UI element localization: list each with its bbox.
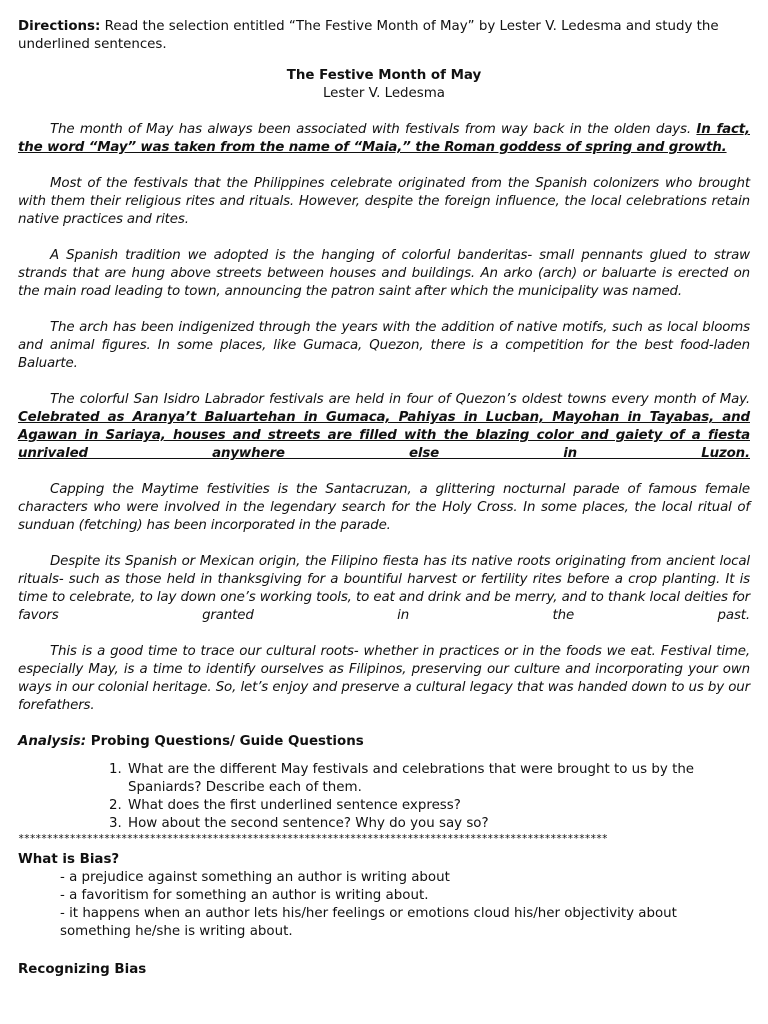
underlined-sentence-1: In fact, the word “May” was taken from the name of “Maia,” the Roman goddess of spring and growth. — [18, 122, 750, 155]
paragraph-1-text: The month of May has always been associated with festivals from way back in the olden days. — [50, 122, 697, 137]
directions-text: Read the selection entitled “The Festive Month of May” by Lester V. Ledesma and study the underlined sentences. — [18, 19, 719, 52]
bias-heading: What is Bias? — [18, 852, 120, 867]
paragraph-1 — [18, 121, 750, 157]
directions-label: Directions: — [18, 19, 101, 34]
guide-questions-list — [18, 761, 750, 833]
bias-definition-list — [18, 869, 750, 941]
guide-question: 1. What are the different May festivals and celebrations that were brought to us by the Spaniards? Describe each of them. — [126, 761, 720, 797]
paragraph-6: Capping the Maytime festivities is the Santacruzan, a glittering nocturnal parade of famous female characters who were involved in the legendary search for the Holy Cross. In some places, the local ritual of sunduan (fetching) has been incorporated in the parade. — [18, 482, 750, 533]
paragraph-7: Despite its Spanish or Mexican origin, the Filipino fiesta has its native roots originating from ancient local rituals- such as those held in thanksgiving for a bountiful harvest or fertility rites before a crop planting. It is time to celebrate, to lay down one’s working tools, to eat and drink and be merry, and to thank local deities for favors granted in the past. — [18, 554, 750, 623]
guide-question: 3. How about the second sentence? Why do you say so? — [126, 815, 720, 833]
separator-line: ******************************************************************************************************* — [18, 833, 608, 845]
guide-question: 2. What does the first underlined sentence express? — [126, 797, 720, 815]
bias-definition: - a favoritism for something an author is writing about. — [60, 888, 429, 903]
paragraph-4: The arch has been indigenized through the years with the addition of native motifs, such as local blooms and animal figures. In some places, like Gumaca, Quezon, there is a competition for the best food-laden Baluarte. — [18, 320, 750, 371]
bias-definition: - it happens when an author lets his/her feelings or emotions cloud his/her objectivity about something he/she is writing about. — [60, 906, 677, 939]
analysis-label: Analysis: — [18, 734, 87, 749]
selection-title: The Festive Month of May — [286, 68, 482, 83]
directions — [18, 18, 750, 54]
bias-definition: - a prejudice against something an author is writing about — [60, 870, 450, 885]
recognizing-bias-heading: Recognizing Bias — [18, 962, 147, 977]
paragraph-2: Most of the festivals that the Philippines celebrate originated from the Spanish colonizers who brought with them their religious rites and rituals. However, despite the foreign influence, the local celebrations retain native practices and rites. — [18, 176, 750, 227]
analysis-title: Probing Questions/ Guide Questions — [86, 734, 364, 749]
analysis-heading — [18, 733, 750, 751]
paragraph-3: A Spanish tradition we adopted is the hanging of colorful banderitas- small pennants glued to straw strands that are hung above streets between houses and buildings. An arko (arch) or baluarte is erected on the main road leading to town, announcing the patron saint after which the municipality was named. — [18, 248, 750, 299]
paragraph-5 — [18, 391, 750, 463]
underlined-sentence-2: Celebrated as Aranya’t Baluartehan in Gumaca, Pahiyas in Lucban, Mayohan in Tayabas, and Agawan in Sariaya, houses and streets are filled with the blazing color and gaiety of a fiesta unrivaled anywhere else in Luzon. — [18, 410, 750, 461]
selection-author: Lester V. Ledesma — [322, 86, 446, 101]
paragraph-5-text: The colorful San Isidro Labrador festivals are held in four of Quezon’s oldest towns every month of May. — [50, 392, 750, 407]
paragraph-8: This is a good time to trace our cultural roots- whether in practices or in the foods we eat. Festival time, especially May, is a time to identify ourselves as Filipinos, preserving our culture and incorporating your own ways in our colonial heritage. So, let’s enjoy and preserve a cultural legacy that was handed down to us by our forefathers. — [18, 644, 750, 713]
